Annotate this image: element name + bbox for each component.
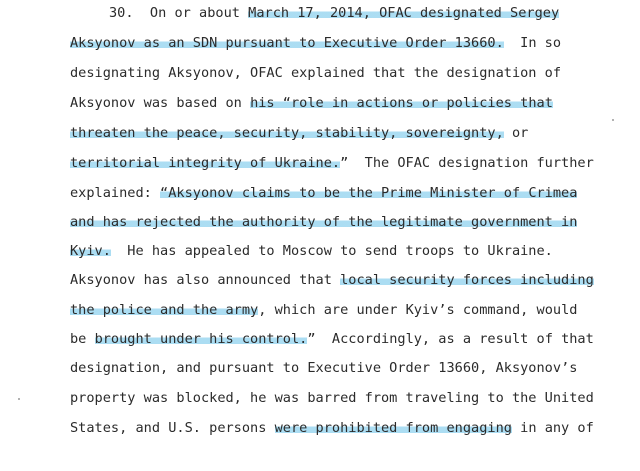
highlighted-text: local security forces including [340, 272, 594, 288]
text-line [70, 93, 640, 113]
highlighted-text: and has rejected the authority of the legitimate government in [70, 214, 578, 230]
text-segment: designation, and pursuant to Executive Order 13660, Aksyonov’s [70, 360, 578, 376]
text-line [70, 183, 640, 203]
highlighted-text: Kyiv. [70, 243, 111, 259]
highlighted-text: brought under his control. [94, 331, 308, 347]
highlighted-text: his “role in actions or policies that [250, 95, 553, 111]
text-line [70, 63, 640, 83]
text-segment: designating Aksyonov, OFAC explained that the designation of [70, 65, 562, 81]
text-segment: or [503, 125, 529, 141]
text-line [70, 241, 640, 261]
text-segment: 30. On or about [109, 5, 249, 21]
text-line [70, 300, 640, 320]
text-segment: He has appealed to Moscow to send troops to Ukraine. [110, 243, 553, 259]
text-segment: ” The OFAC designation further [340, 155, 594, 171]
text-line [70, 388, 640, 408]
text-segment: be [70, 331, 95, 347]
highlighted-text: territorial integrity of Ukraine. [70, 155, 341, 171]
text-segment: States, and U.S. persons [70, 420, 275, 436]
text-line [70, 418, 640, 438]
scan-speck [612, 119, 614, 121]
text-line [70, 358, 640, 378]
highlighted-text: threaten the peace, security, stability, sovereignty, [70, 125, 504, 141]
highlighted-text: were prohibited from engaging [274, 420, 512, 436]
text-segment: Aksyonov has also announced that [70, 272, 341, 288]
text-line [70, 153, 640, 173]
text-segment: ” Accordingly, as a result of that [307, 331, 594, 347]
highlighted-text: March 17, 2014, OFAC designated Sergey [248, 5, 560, 21]
highlighted-text: “Aksyonov claims to be the Prime Minister of Crimea [160, 185, 578, 201]
scan-speck [18, 398, 20, 400]
highlighted-text: the police and the army [70, 302, 259, 318]
text-line [70, 33, 640, 53]
highlighted-text: Aksyonov as an SDN pursuant to Executive Order 13660. [70, 35, 504, 51]
text-line [70, 270, 640, 290]
text-segment: in any of [511, 420, 594, 436]
text-segment: property was blocked, he was barred from traveling to the United [70, 390, 594, 406]
text-line [70, 329, 640, 349]
text-segment: , which are under Kyiv’s command, would [258, 302, 578, 318]
text-segment: explained: [70, 185, 161, 201]
text-line [70, 212, 640, 232]
text-line [70, 123, 640, 143]
text-segment: In so [503, 35, 562, 51]
text-segment: Aksyonov was based on [70, 95, 251, 111]
text-line [109, 3, 640, 23]
